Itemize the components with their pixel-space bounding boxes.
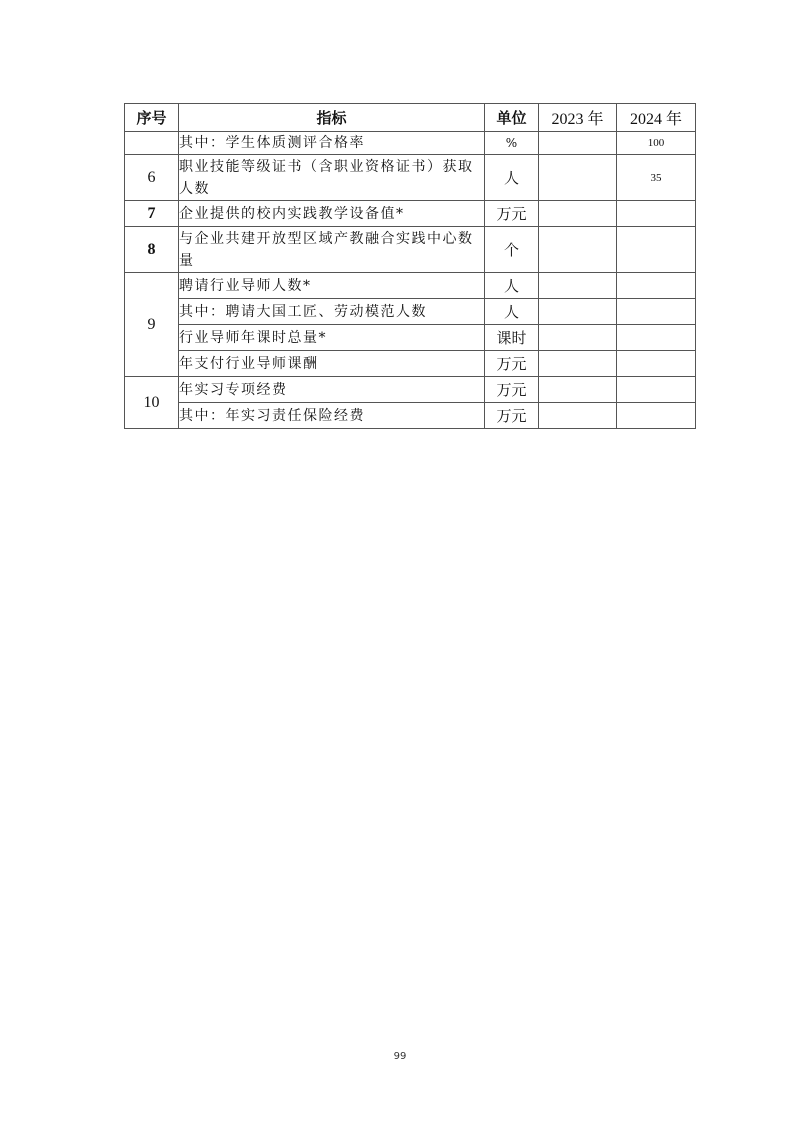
- indicator-cell: 行业导师年课时总量*: [179, 325, 485, 351]
- unit-cell: 课时: [485, 325, 539, 351]
- indicator-cell: 其中：学生体质测评合格率: [179, 132, 485, 155]
- unit-cell: 个: [485, 227, 539, 273]
- table-row: [125, 227, 696, 273]
- table-header-row: [125, 104, 696, 132]
- value-2023-cell: [539, 155, 617, 201]
- indicator-cell: 其中：年实习责任保险经费: [179, 403, 485, 429]
- table-row: [125, 377, 696, 403]
- indicator-cell: 企业提供的校内实践教学设备值*: [179, 201, 485, 227]
- value-2024-cell: [617, 351, 696, 377]
- seq-cell: [125, 132, 179, 155]
- unit-cell: %: [485, 132, 539, 155]
- value-2024-cell: 35: [617, 155, 696, 201]
- header-indicator: 指标: [179, 104, 485, 132]
- unit-cell: 人: [485, 155, 539, 201]
- seq-cell: 6: [125, 155, 179, 201]
- table-row: [125, 155, 696, 201]
- table-row: [125, 403, 696, 429]
- unit-cell: 万元: [485, 377, 539, 403]
- value-2024-cell: [617, 227, 696, 273]
- table-row: [125, 132, 696, 155]
- table-row: [125, 299, 696, 325]
- seq-cell: 7: [125, 201, 179, 227]
- value-2024-cell: [617, 299, 696, 325]
- unit-cell: 人: [485, 299, 539, 325]
- value-2023-cell: [539, 377, 617, 403]
- value-2023-cell: [539, 351, 617, 377]
- value-2024-cell: [617, 273, 696, 299]
- indicator-table: [124, 103, 696, 429]
- value-2023-cell: [539, 132, 617, 155]
- unit-cell: 万元: [485, 403, 539, 429]
- unit-cell: 万元: [485, 351, 539, 377]
- value-2023-cell: [539, 403, 617, 429]
- header-seq: 序号: [125, 104, 179, 132]
- header-2024: 2024 年: [617, 104, 696, 132]
- indicator-cell: 与企业共建开放型区域产教融合实践中心数量: [179, 227, 485, 273]
- header-unit: 单位: [485, 104, 539, 132]
- value-2024-cell: [617, 377, 696, 403]
- indicator-cell: 年实习专项经费: [179, 377, 485, 403]
- value-2023-cell: [539, 299, 617, 325]
- indicator-cell: 年支付行业导师课酬: [179, 351, 485, 377]
- value-2023-cell: [539, 201, 617, 227]
- seq-cell: 10: [125, 377, 179, 429]
- indicator-cell: 聘请行业导师人数*: [179, 273, 485, 299]
- unit-cell: 人: [485, 273, 539, 299]
- value-2024-cell: [617, 325, 696, 351]
- header-2023: 2023 年: [539, 104, 617, 132]
- value-2024-cell: 100: [617, 132, 696, 155]
- indicator-cell: 职业技能等级证书（含职业资格证书）获取人数: [179, 155, 485, 201]
- table-row: [125, 201, 696, 227]
- page-number: 99: [393, 1051, 407, 1062]
- seq-cell: 8: [125, 227, 179, 273]
- table-row: [125, 351, 696, 377]
- value-2023-cell: [539, 227, 617, 273]
- table-row: [125, 325, 696, 351]
- table-row: [125, 273, 696, 299]
- unit-cell: 万元: [485, 201, 539, 227]
- value-2023-cell: [539, 325, 617, 351]
- value-2024-cell: [617, 201, 696, 227]
- value-2023-cell: [539, 273, 617, 299]
- indicator-cell: 其中：聘请大国工匠、劳动模范人数: [179, 299, 485, 325]
- value-2024-cell: [617, 403, 696, 429]
- seq-cell: 9: [125, 273, 179, 377]
